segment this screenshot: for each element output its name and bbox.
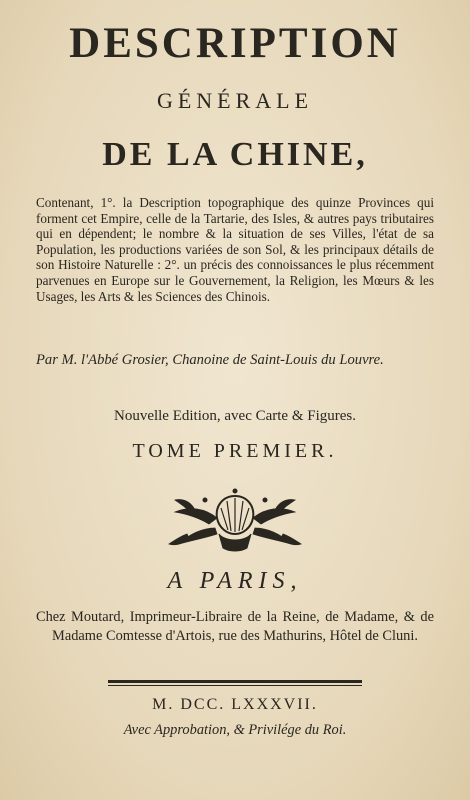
volume-line: TOME PREMIER. — [132, 440, 338, 462]
title-line-1: DESCRIPTION — [69, 20, 401, 67]
royal-privilege-line: Avec Approbation, & Privilége du Roi. — [123, 722, 347, 738]
author-line: Par M. l'Abbé Grosier, Chanoine de Saint-Louis du Louvre. — [36, 352, 384, 368]
contents-description: Contenant, 1°. la Description topographique des quinze Provinces qui forment cet Empire, celle de la Tartarie, des Isles, & autres pays tributaires qui en dépendent; le nombre & la situation de ses Villes, l'état de sa Population, les productions variées de son Sol, & les principaux détails de son Histoire Naturelle : 2°. un précis des connoissances le plus récemment parvenues en Europe sur le Gouvernement, la Religion, les Mœurs & les Usages, les Arts & les Sciences des Chinois. — [36, 195, 434, 304]
title-line-2: GÉNÉRALE — [156, 88, 314, 113]
title-line-3: DE LA CHINE, — [102, 136, 368, 173]
double-rule-divider — [108, 680, 362, 687]
floral-ornament-icon — [165, 488, 305, 556]
place-of-publication: A PARIS, — [167, 568, 303, 594]
edition-line: Nouvelle Edition, avec Carte & Figures. — [113, 408, 357, 424]
publication-year: M. DCC. LXXXVII. — [152, 696, 318, 713]
publisher-imprint: Chez Moutard, Imprimeur-Libraire de la Reine, de Madame, & de Madame Comtesse d'Artois, rue des Mathurins, Hôtel de Cluni. — [36, 609, 434, 644]
